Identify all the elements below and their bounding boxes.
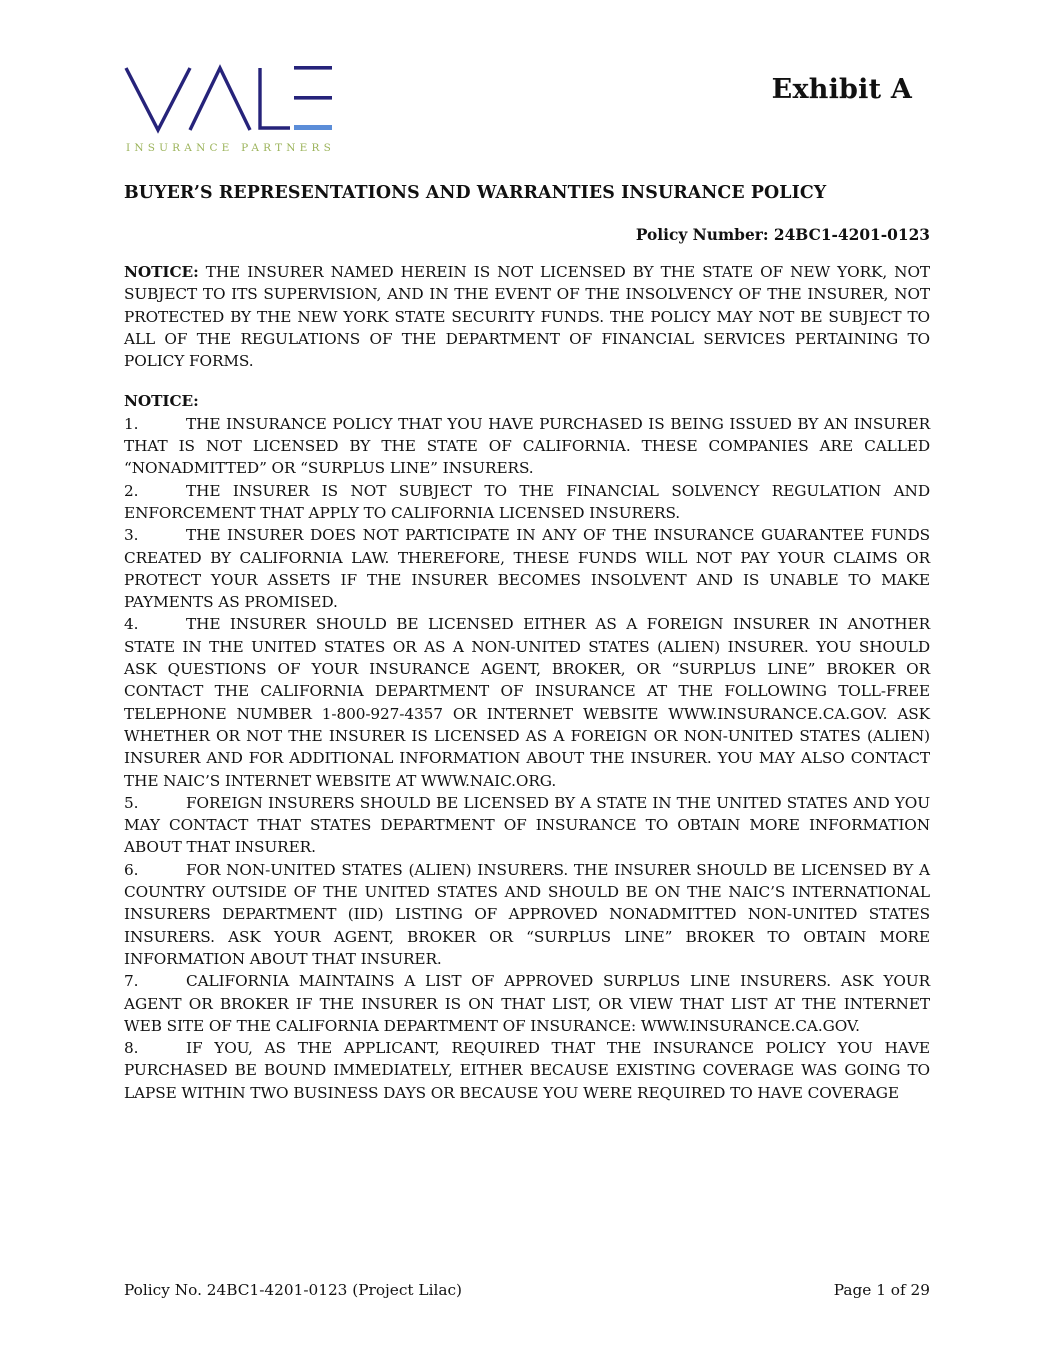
vale-logo <box>124 62 339 162</box>
item-number: 7. <box>124 972 139 991</box>
page-footer <box>124 1281 930 1299</box>
notice-new-york <box>124 261 930 372</box>
item-number: 2. <box>124 481 139 500</box>
notice-item <box>124 1037 930 1104</box>
item-text: FOREIGN INSURERS SHOULD BE LICENSED BY A STATE IN THE UNITED STATES AND YOU MAY CONTACT THAT STATES DEPARTMENT OF INSURANCE TO OBTAIN MORE INFORMATION ABOUT THAT INSURER. <box>124 793 930 857</box>
item-number: 1. <box>124 414 139 433</box>
item-text: CALIFORNIA MAINTAINS A LIST OF APPROVED SURPLUS LINE INSURERS. ASK YOUR AGENT OR BROKER IF THE INSURER IS ON THAT LIST, OR VIEW THAT LIST AT THE INTERNET WEB SITE OF THE CALIFORNIA DEPARTMENT OF INSURANCE: WWW.INSURANCE.CA.GOV. <box>124 972 930 1035</box>
item-text: THE INSURER DOES NOT PARTICIPATE IN ANY OF THE INSURANCE GUARANTEE FUNDS CREATED BY CALIFORNIA LAW. THEREFORE, THESE FUNDS WILL NOT PAY YOUR CLAIMS OR PROTECT YOUR ASSETS IF THE INSURER BECOMES INSOLVENT AND IS UNABLE TO MAKE PAYMENTS AS PROMISED. <box>124 526 930 612</box>
document-title: BUYER’S REPRESENTATIONS AND WARRANTIES INSURANCE POLICY <box>124 183 827 203</box>
notice-item <box>124 792 930 859</box>
vale-wordmark-logo <box>124 62 339 140</box>
item-number: 8. <box>124 1039 139 1058</box>
item-text: THE INSURANCE POLICY THAT YOU HAVE PURCHASED IS BEING ISSUED BY AN INSURER THAT IS NOT LICENSED BY THE STATE OF CALIFORNIA. THESE COMPANIES ARE CALLED “NONADMITTED” OR “SURPLUS LINE” INSURERS. <box>124 414 930 478</box>
footer-page-number: Page 1 of 29 <box>833 1281 930 1299</box>
notice-label: NOTICE: <box>124 263 199 281</box>
item-text: THE INSURER SHOULD BE LICENSED EITHER AS A FOREIGN INSURER IN ANOTHER STATE IN THE UNITED STATES OR AS A NON-UNITED STATES (ALIEN) INSURER. YOU SHOULD ASK QUESTIONS OF YOUR INSURANCE AGENT, BROKER, OR “SURPLUS LINE” BROKER OR CONTACT THE CALIFORNIA DEPARTMENT OF INSURANCE AT THE FOLLOWING TOLL-FREE TELEPHONE NUMBER 1-800-927-4357 OR INTERNET WEBSITE WWW.INSURANCE.CA.GOV. ASK WHETHER OR NOT THE INSURER IS LICENSED AS A FOREIGN OR NON-UNITED STATES (ALIEN) INSURER AND FOR ADDITIONAL INFORMATION ABOUT THE INSURER. YOU MAY ALSO CONTACT THE NAIC’S INTERNET WEBSITE AT WWW.NAIC.ORG. <box>124 615 930 790</box>
footer-policy-reference: Policy No. 24BC1-4201-0123 (Project Lilac) <box>124 1281 463 1299</box>
item-number: 3. <box>124 526 139 545</box>
notice-text: THE INSURER NAMED HEREIN IS NOT LICENSED BY THE STATE OF NEW YORK, NOT SUBJECT TO ITS SUPERVISION, AND IN THE EVENT OF THE INSOLVENCY OF THE INSURER, NOT PROTECTED BY THE NEW YORK STATE SECURITY FUNDS. THE POLICY MAY NOT BE SUBJECT TO ALL OF THE REGULATIONS OF THE DEPARTMENT OF FINANCIAL SERVICES PERTAINING TO POLICY FORMS. <box>124 263 930 371</box>
exhibit-label: Exhibit A <box>771 74 912 105</box>
notice-item <box>124 413 930 480</box>
item-number: 6. <box>124 860 139 879</box>
notice-item <box>124 859 930 970</box>
notice-item <box>124 524 930 613</box>
item-text: THE INSURER IS NOT SUBJECT TO THE FINANCIAL SOLVENCY REGULATION AND ENFORCEMENT THAT APPLY TO CALIFORNIA LICENSED INSURERS. <box>124 481 930 522</box>
logo-subtitle: INSURANCE PARTNERS <box>126 142 336 154</box>
notice-item <box>124 480 930 525</box>
policy-number: Policy Number: 24BC1-4201-0123 <box>635 226 930 244</box>
item-number: 5. <box>124 793 139 812</box>
notice-item <box>124 613 930 791</box>
item-text: IF YOU, AS THE APPLICANT, REQUIRED THAT THE INSURANCE POLICY YOU HAVE PURCHASED BE BOUND IMMEDIATELY, EITHER BECAUSE EXISTING COVERAGE WAS GOING TO LAPSE WITHIN TWO BUSINESS DAYS OR BECAUSE YOU WERE REQUIRED TO HAVE COVERAGE <box>124 1039 930 1102</box>
document-body <box>124 178 930 1104</box>
item-text: FOR NON-UNITED STATES (ALIEN) INSURERS. THE INSURER SHOULD BE LICENSED BY A COUNTRY OUTSIDE OF THE UNITED STATES AND SHOULD BE ON THE NAIC’S INTERNATIONAL INSURERS DEPARTMENT (IID) LISTING OF APPROVED NONADMITTED NON-UNITED STATES INSURERS. ASK YOUR AGENT, BROKER OR “SURPLUS LINE” BROKER TO OBTAIN MORE INFORMATION ABOUT THAT INSURER. <box>124 860 930 968</box>
item-number: 4. <box>124 615 139 634</box>
notice-california-heading: NOTICE: <box>124 392 199 411</box>
notice-item <box>124 970 930 1037</box>
